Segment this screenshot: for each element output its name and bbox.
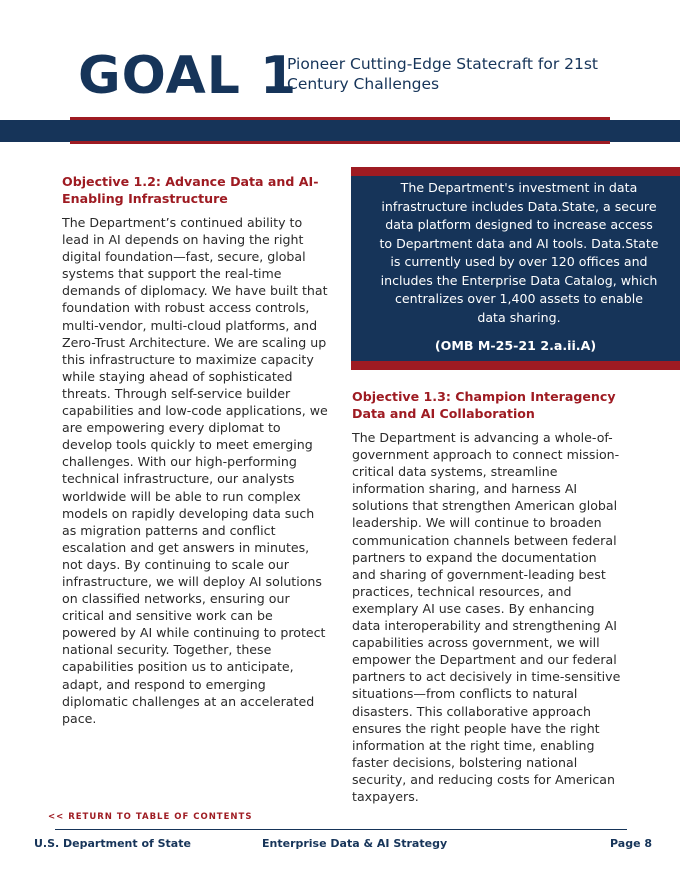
banner-top-rule [70, 117, 610, 120]
return-to-toc-link[interactable]: << RETURN TO TABLE OF CONTENTS [48, 812, 253, 822]
callout-citation: (OMB M-25-21 2.a.ii.A) [434, 338, 597, 353]
footer-document-title: Enterprise Data & AI Strategy [262, 837, 448, 850]
goal-title: GOAL 1 [78, 46, 298, 106]
banner-bottom-rule [70, 141, 610, 144]
left-column [62, 173, 330, 727]
goal-subtitle: Pioneer Cutting-Edge Statecraft for 21st Century Challenges [287, 55, 599, 93]
right-column [352, 388, 624, 805]
footer-divider [55, 829, 627, 830]
objective-1-3-body: The Department is advancing a whole-of-government approach to connect mission-critical data systems, streamline information sharing, and harness AI solutions that strengthen American global leadership. We will continue to broaden communication channels between federal partners to expand the documentation and sharing of government-leading best practices, technical resources, and exemplary AI use cases. By enhancing data interoperability and strengthening AI capabilities across government, we will empower the Department and our federal partners to act decisively in time-sensitive situations—from conflicts to natural disasters. This collaborative approach ensures the right people have the right information at the right time, enabling faster decisions, bolstering national security, and reducing costs for American taxpayers. [352, 430, 621, 804]
callout-text: The Department's investment in data infrastructure includes Data.State, a secure data platform designed to increase access to Department data and AI tools. Data.State is currently used by over 120 offices and includes the Enterprise Data Catalog, which centralizes over 1,400 assets to enable data sharing. [379, 180, 659, 325]
footer-organization: U.S. Department of State [34, 837, 191, 850]
objective-1-2-heading: Objective 1.2: Advance Data and AI-Enabling Infrastructure [62, 174, 319, 206]
callout-bottom-bar [351, 361, 680, 370]
objective-1-2-body: The Department’s continued ability to lead in AI depends on having the right digital foundation—fast, secure, global systems that support the real-time demands of diplomacy. We have built that foundation with robust access controls, multi-vendor, multi-cloud platforms, and Zero-Trust Architecture. We are scaling up this infrastructure to maximize capacity while staying ahead of sophisticated threats. Through self-service builder capabilities and low-code applications, we are empowering every diplomat to develop tools quickly to meet emerging challenges. With our high-performing technical infrastructure, our analysts worldwide will be able to run complex models on rapidly developing data such as migration patterns and conflict escalation and get answers in minutes, not days. By continuing to scale our infrastructure, we will deploy AI solutions on classified networks, ensuring our critical and sensitive work can be powered by AI while continuing to protect national security. Together, these capabilities position us to anticipate, adapt, and respond to emerging diplomatic challenges at an accelerated pace. [62, 215, 328, 726]
callout-top-bar [351, 167, 680, 176]
footer-page-number: Page 8 [610, 837, 653, 850]
callout-box [351, 167, 680, 370]
header-banner [0, 120, 680, 142]
objective-1-3-heading: Objective 1.3: Champion Interagency Data and AI Collaboration [352, 389, 616, 421]
